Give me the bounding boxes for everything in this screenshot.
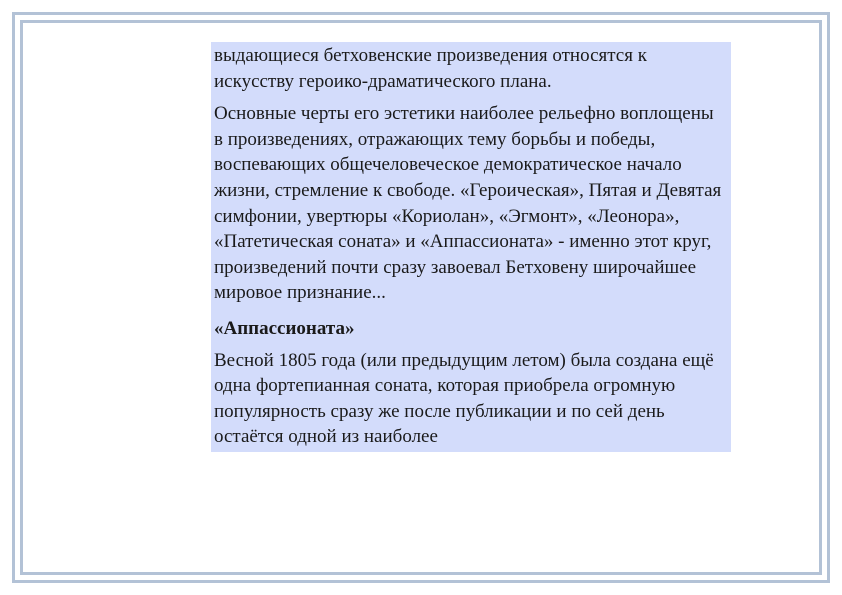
- paragraph-appassionata: Весной 1805 года (или предыдущим летом) была создана ещё одна фортепианная соната, которая приобрела огромную популярность сразу же после публикации и по сей день остаётся одной из наиболее: [214, 349, 714, 448]
- paragraph-aesthetics: Основные черты его эстетики наиболее рельефно воплощены в произведениях, отражающих тему борьбы и победы, воспевающих общечеловеческое демократическое начало жизни, стремление к свободе. «Героическая», Пятая и Девятая симфонии, увертюры «Кориолан», «Эгмонт», «Леонора», «Патетическая соната» и «Аппассионата» - именно этот круг, произведений почти сразу завоевал Бетховену широчайшее мировое признание...: [214, 103, 722, 304]
- paragraph-intro: выдающиеся бетховенские произведения относятся к искусству героико-драматического плана.: [214, 45, 647, 92]
- text-block: [211, 42, 731, 452]
- section-heading: «Аппассионата»: [214, 317, 355, 339]
